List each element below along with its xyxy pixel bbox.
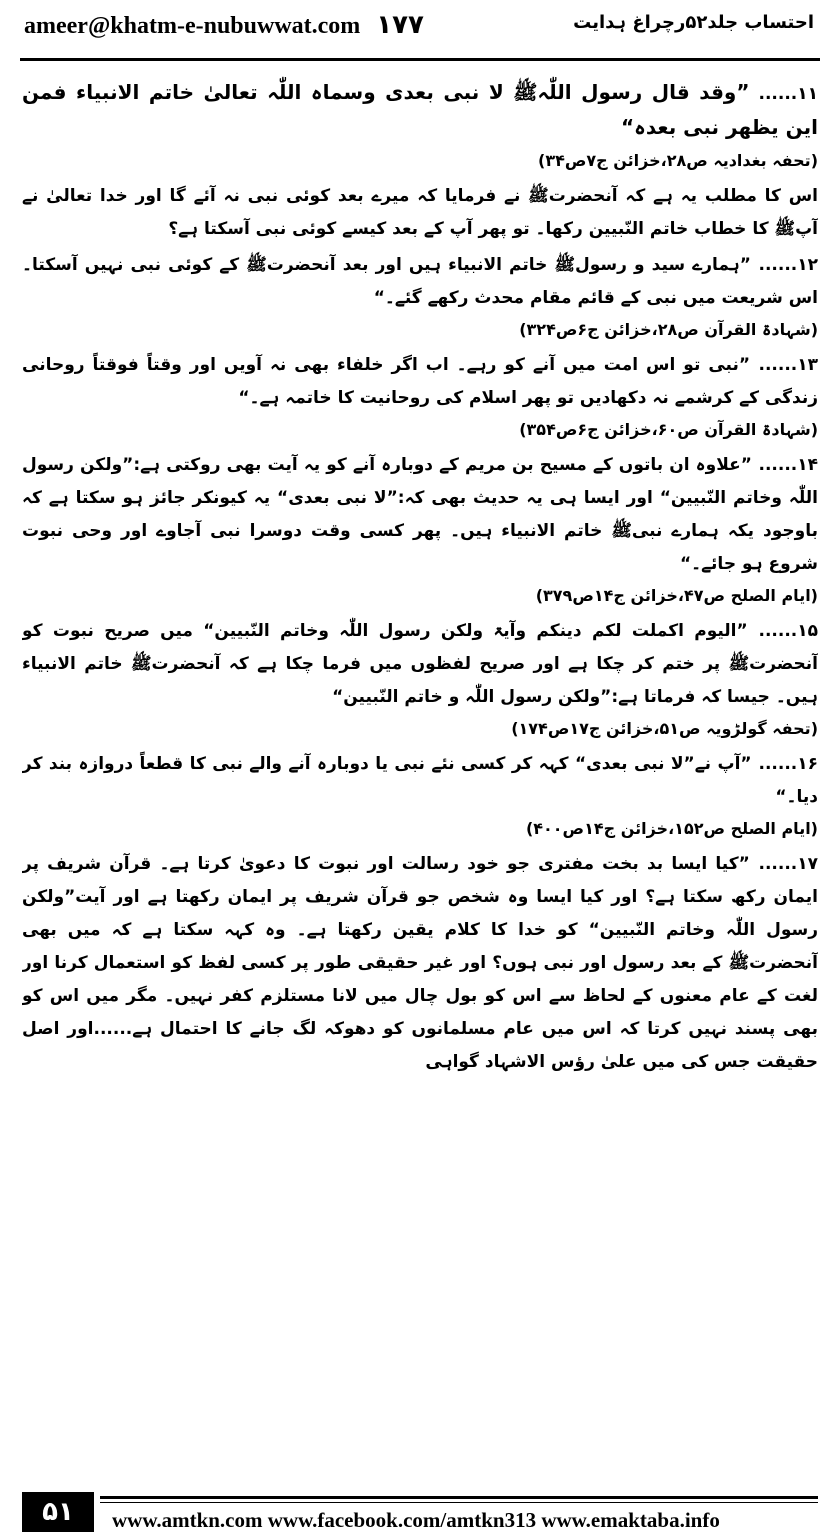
reference: (شہادۃ القرآن ص۶۰،خزائن ج۶ص۳۵۴) (519, 420, 818, 439)
header-left (24, 10, 424, 40)
item-number: ۱۷...... (758, 854, 818, 874)
item-number: ۱۳...... (758, 355, 818, 375)
item-number: ۱۴...... (758, 455, 818, 475)
reference: (ایام الصلح ص۴۷،خزائن ج۱۴ص۳۷۹) (535, 586, 818, 605)
page-footer (0, 1486, 840, 1540)
page-header (0, 0, 840, 60)
item-number: ۱۶...... (758, 754, 818, 774)
page-body (22, 76, 818, 1476)
paragraph-text: ”کیا ایسا بد بخت مفتری جو خود رسالت اور نبوت کا دعویٰ کرتا ہے۔ قرآن شریف پر ایمان رکھ سکتا ہے؟ اور کیا ایسا وہ شخص جو قرآن شریف پر ایمان رکھتا ہے اور آیت”ولکن رسول اللّٰہ وخاتم النّبیین“ کو خدا کا کلام یقین رکھتا ہے۔ وہ کہہ سکتا ہے کہ میں بھی آنحضرتﷺ کے بعد رسول اور نبی ہوں؟ اور غیر حقیقی طور پر کسی لفظ کو استعمال کرنا اور لغت کے عام معنوں کے لحاظ سے اس کو بول چال میں لانا مستلزم کفر نہیں۔ مگر میں اس کو بھی پسند نہیں کرتا کہ اس میں عام مسلمانوں کو دھوکہ لگ جانے کا احتمال ہے......اور اصل حقیقت جس کی میں علیٰ رؤس الاشہاد گواہی (22, 854, 818, 1072)
reference: (شہادۃ القرآن ص۲۸،خزائن ج۶ص۳۲۴) (519, 320, 818, 339)
paragraph-text: اس کا مطلب یہ ہے کہ آنحضرتﷺ نے فرمایا کہ میرے بعد کوئی نبی نہ آئے گا اور خدا تعالیٰ نے آپﷺ کا خطاب خاتم النّبیین رکھا۔ تو پھر آپ کے بعد کیسے کوئی نبی آسکتا ہے؟ (22, 186, 818, 239)
item-number: ۱۵...... (758, 621, 818, 641)
paragraph-13 (22, 349, 818, 445)
paragraph-text: ”الیوم اکملت لکم دینکم وآیۃ ولکن رسول اللّٰہ وخاتم النّبیین“ میں صریح نبوت کو آنحضرتﷺ پر ختم کر چکا ہے اور صریح لفظوں میں فرما چکا ہے کہ آنحضرتﷺ خاتم الانبیاء ہیں۔ جیسا کہ فرماتا ہے:”ولکن رسول اللّٰہ و خاتم النّبیین“ (22, 621, 818, 707)
paragraph-text: ”نبی تو اس امت میں آنے کو رہے۔ اب اگر خلفاء بھی نہ آویں اور وقتاً فوقتاً روحانی زندگی کے کرشمے نہ دکھادیں تو پھر اسلام کی روحانیت کا خاتمہ ہے۔“ (22, 355, 818, 408)
paragraph-text: ”وقد قال رسول اللّٰہﷺ لا نبی بعدی وسماہ اللّٰہ تعالیٰ خاتم الانبیاء فمن این یظھر نبی بعدہ“ (22, 80, 818, 139)
item-number: ۱۱...... (758, 84, 818, 104)
footer-links: www.amtkn.com www.facebook.com/amtkn313 www.emaktaba.info (112, 1508, 720, 1532)
footer-page-number: ۵۱ (22, 1492, 94, 1532)
paragraph-text: ”علاوہ ان باتوں کے مسیح بن مریم کے دوبارہ آنے کو یہ آیت بھی روکتی ہے:”ولکن رسول اللّٰہ وخاتم النّبیین“ اور ایسا ہی یہ حدیث بھی کہ:”لا نبی بعدی“ یہ کیونکر جائز ہو سکتا ہے کہ باوجود یکہ ہمارے نبیﷺ خاتم الانبیاء ہیں۔ پھر کسی وقت دوسرا نبی آجاوے اور وحی نبوت شروع ہو جائے۔“ (22, 455, 818, 574)
footer-rule (100, 1496, 818, 1499)
paragraph-17 (22, 848, 818, 1079)
item-number: ۱۲...... (758, 255, 818, 275)
paragraph-12 (22, 249, 818, 345)
header-book-title: احتساب جلد۵۲رچراغ ہدایت (573, 12, 814, 33)
paragraph-14 (22, 449, 818, 611)
paragraph-11 (22, 76, 818, 176)
paragraph-explanation (22, 180, 818, 246)
reference: (تحفہ گولڑویہ ص۵۱،خزائن ج۱۷ص۱۷۴) (511, 719, 818, 738)
header-page-number: ۱۷۷ (376, 10, 424, 40)
header-rule (20, 58, 820, 61)
paragraph-16 (22, 748, 818, 844)
paragraph-text: ”آپ نے”لا نبی بعدی“ کہہ کر کسی نئے نبی یا دوبارہ آنے والے نبی کا قطعاً دروازہ بند کر دیا۔“ (22, 754, 818, 807)
footer-rule-thin (100, 1502, 818, 1503)
header-email: ameer@khatm-e-nubuwwat.com (24, 13, 361, 39)
reference: (ایام الصلح ص۱۵۲،خزائن ج۱۴ص۴۰۰) (525, 819, 818, 838)
paragraph-text: ”ہمارے سید و رسولﷺ خاتم الانبیاء ہیں اور بعد آنحضرتﷺ کے کوئی نبی نہیں آسکتا۔ اس شریعت میں نبی کے قائم مقام محدث رکھے گئے۔“ (22, 255, 818, 308)
reference: (تحفہ بغدادیہ ص۲۸،خزائن ج۷ص۳۴) (538, 151, 818, 170)
paragraph-15 (22, 615, 818, 744)
